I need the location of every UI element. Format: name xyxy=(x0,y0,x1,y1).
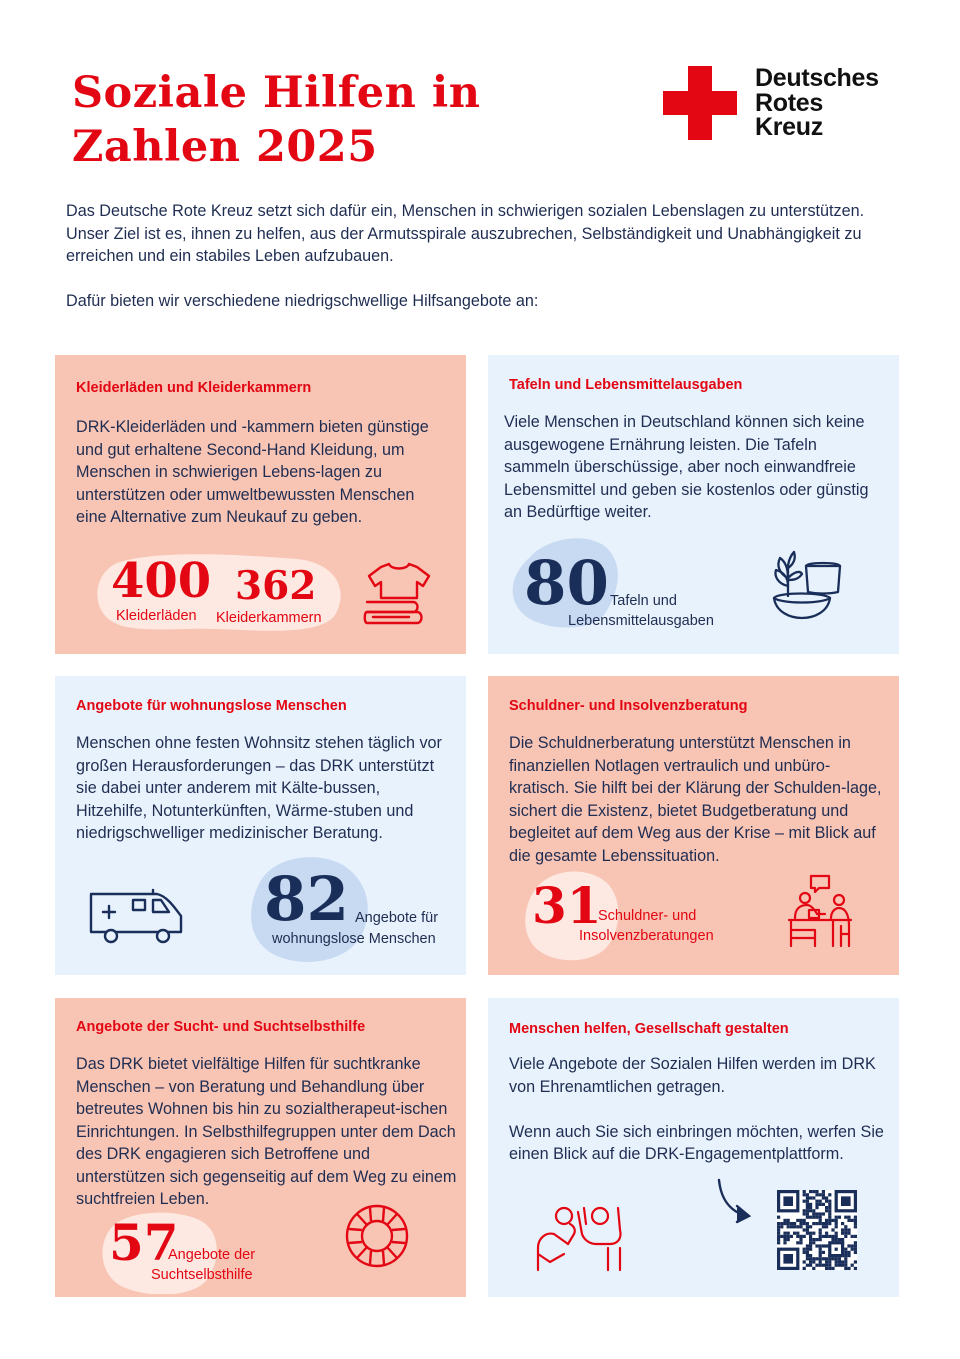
logo-wordmark xyxy=(755,66,879,140)
card-sucht xyxy=(55,998,466,1297)
red-cross-icon xyxy=(663,66,737,140)
card-wohnungslos xyxy=(55,676,466,975)
engagement-paragraph-2: Wenn auch Sie sich einbringen möchten, werfen Sie einen Blick auf die DRK-Engagementplattform. xyxy=(509,1122,884,1163)
card-body: Das DRK bietet vielfältige Hilfen für suchtkranke Menschen – von Beratung und Behandlung über betreutes Wohnen bis hin zu sozialtherapeut-ischen Einrichtungen. In Selbsthilfegruppen unter dem Dach des DRK engagieren sich Betroffene und unterstützen sich gegenseitig auf dem Weg zu einem suchtfreien Leben. xyxy=(76,1055,457,1208)
card-title: Menschen helfen, Gesellschaft gestalten xyxy=(509,1021,789,1037)
card-title: Schuldner- und Insolvenzberatung xyxy=(509,698,748,714)
stat-label-line-1: Angebote der xyxy=(168,1247,256,1263)
card-title: Tafeln und Lebensmittelausgaben xyxy=(509,377,743,393)
card-body: Viele Menschen in Deutschland können sich keine ausgewogene Ernährung leisten. Die Tafeln sammeln überschüssige, aber noch einwandfreie Lebensmittel und geben sie kostenlos oder günstig an Bedürftige weiter. xyxy=(504,413,869,521)
ambulance-van-icon xyxy=(87,886,187,946)
high-five-icon xyxy=(534,1204,630,1272)
logo-line-3: Kreuz xyxy=(755,113,823,141)
page-title xyxy=(72,66,481,174)
stat-value: 82 xyxy=(264,864,349,935)
title-line-1: Soziale Hilfen in xyxy=(72,68,481,118)
stat-value-kleiderkammern: 362 xyxy=(235,563,317,609)
intro-paragraph-2: Dafür bieten wir verschiedene niedrigschwellige Hilfsangebote an: xyxy=(66,292,539,311)
engagement-paragraph-1: Viele Angebote der Sozialen Hilfen werden im DRK von Ehrenamtlichen getragen. xyxy=(509,1055,876,1096)
stat-label-kleiderlaeden: Kleiderläden xyxy=(116,608,197,624)
card-body: Die Schuldnerberatung unterstützt Menschen in finanziellen Notlagen vertraulich und unbüro-kratisch. Sie hilft bei der Klärung der Schulden-lage, sichert die Existenz, bietet Budgetberatung und begleitet auf dem Weg aus der Krise – mit Blick auf die gesamte Lebenssituation. xyxy=(509,734,882,865)
stat-label-line-2: Insolvenzberatungen xyxy=(579,928,714,944)
card-body xyxy=(509,1053,889,1188)
counseling-desk-icon xyxy=(785,874,855,950)
drk-logo xyxy=(663,66,923,142)
intro-paragraph-1: Das Deutsche Rote Kreuz setzt sich dafür ein, Menschen in schwierigen sozialen Lebenslagen zu unterstützen. Unser Ziel ist es, ihnen zu helfen, aus der Armutsspirale auszubrechen, Selbständigkeit und Unabhängigkeit zu erreichen und ein stabiles Leben aufzubauen. xyxy=(66,202,865,266)
card-body: Menschen ohne festen Wohnsitz stehen täglich vor großen Herausforderungen – das DRK unterstützt sie dabei unter anderem mit Kälte-bussen, Hitzehilfe, Notunterkünften, Wärme-stuben und niedrigschwelliger medizinischer Beratung. xyxy=(76,734,442,842)
logo-line-1: Deutsches xyxy=(755,64,879,92)
stat-label-line-1: Schuldner- und xyxy=(598,908,697,924)
card-title: Angebote der Sucht- und Suchtselbsthilfe xyxy=(76,1019,366,1035)
lifebuoy-icon xyxy=(343,1203,411,1269)
card-title: Angebote für wohnungslose Menschen xyxy=(76,698,347,714)
stat-value: 80 xyxy=(524,548,609,619)
intro-text xyxy=(66,200,866,336)
stat-value: 57 xyxy=(109,1213,179,1272)
title-line-2: Zahlen 2025 xyxy=(72,122,378,172)
curved-arrow-icon xyxy=(715,1176,757,1226)
qr-code-icon[interactable] xyxy=(777,1190,857,1270)
stat-label-line-2: Lebensmittelausgaben xyxy=(568,613,714,629)
stat-label-line-1: Tafeln und xyxy=(610,593,677,609)
logo-line-2: Rotes xyxy=(755,88,823,117)
clothing-icon xyxy=(361,560,441,630)
stat-label-line-2: wohnungslose Menschen xyxy=(272,931,436,947)
stat-value: 31 xyxy=(532,876,602,935)
card-title: Kleiderläden und Kleiderkammern xyxy=(76,380,312,396)
card-body: DRK-Kleiderläden und -kammern bieten günstige und gut erhaltene Second-Hand Kleidung, um Menschen in schwierigen Lebens-lagen zu unterstützen oder umweltbewussten Menschen eine Alternative zum Neukauf zu geben. xyxy=(76,418,429,526)
food-bowl-icon xyxy=(768,548,846,624)
card-tafeln xyxy=(488,355,899,654)
card-kleider xyxy=(55,355,466,654)
stat-label-line-1: Angebote für xyxy=(355,910,439,926)
stat-label-line-2: Suchtselbsthilfe xyxy=(151,1267,253,1283)
stat-value-kleiderlaeden: 400 xyxy=(111,553,212,609)
stat-label-kleiderkammern: Kleiderkammern xyxy=(216,610,322,626)
card-engagement xyxy=(488,998,899,1297)
card-schuldner xyxy=(488,676,899,975)
